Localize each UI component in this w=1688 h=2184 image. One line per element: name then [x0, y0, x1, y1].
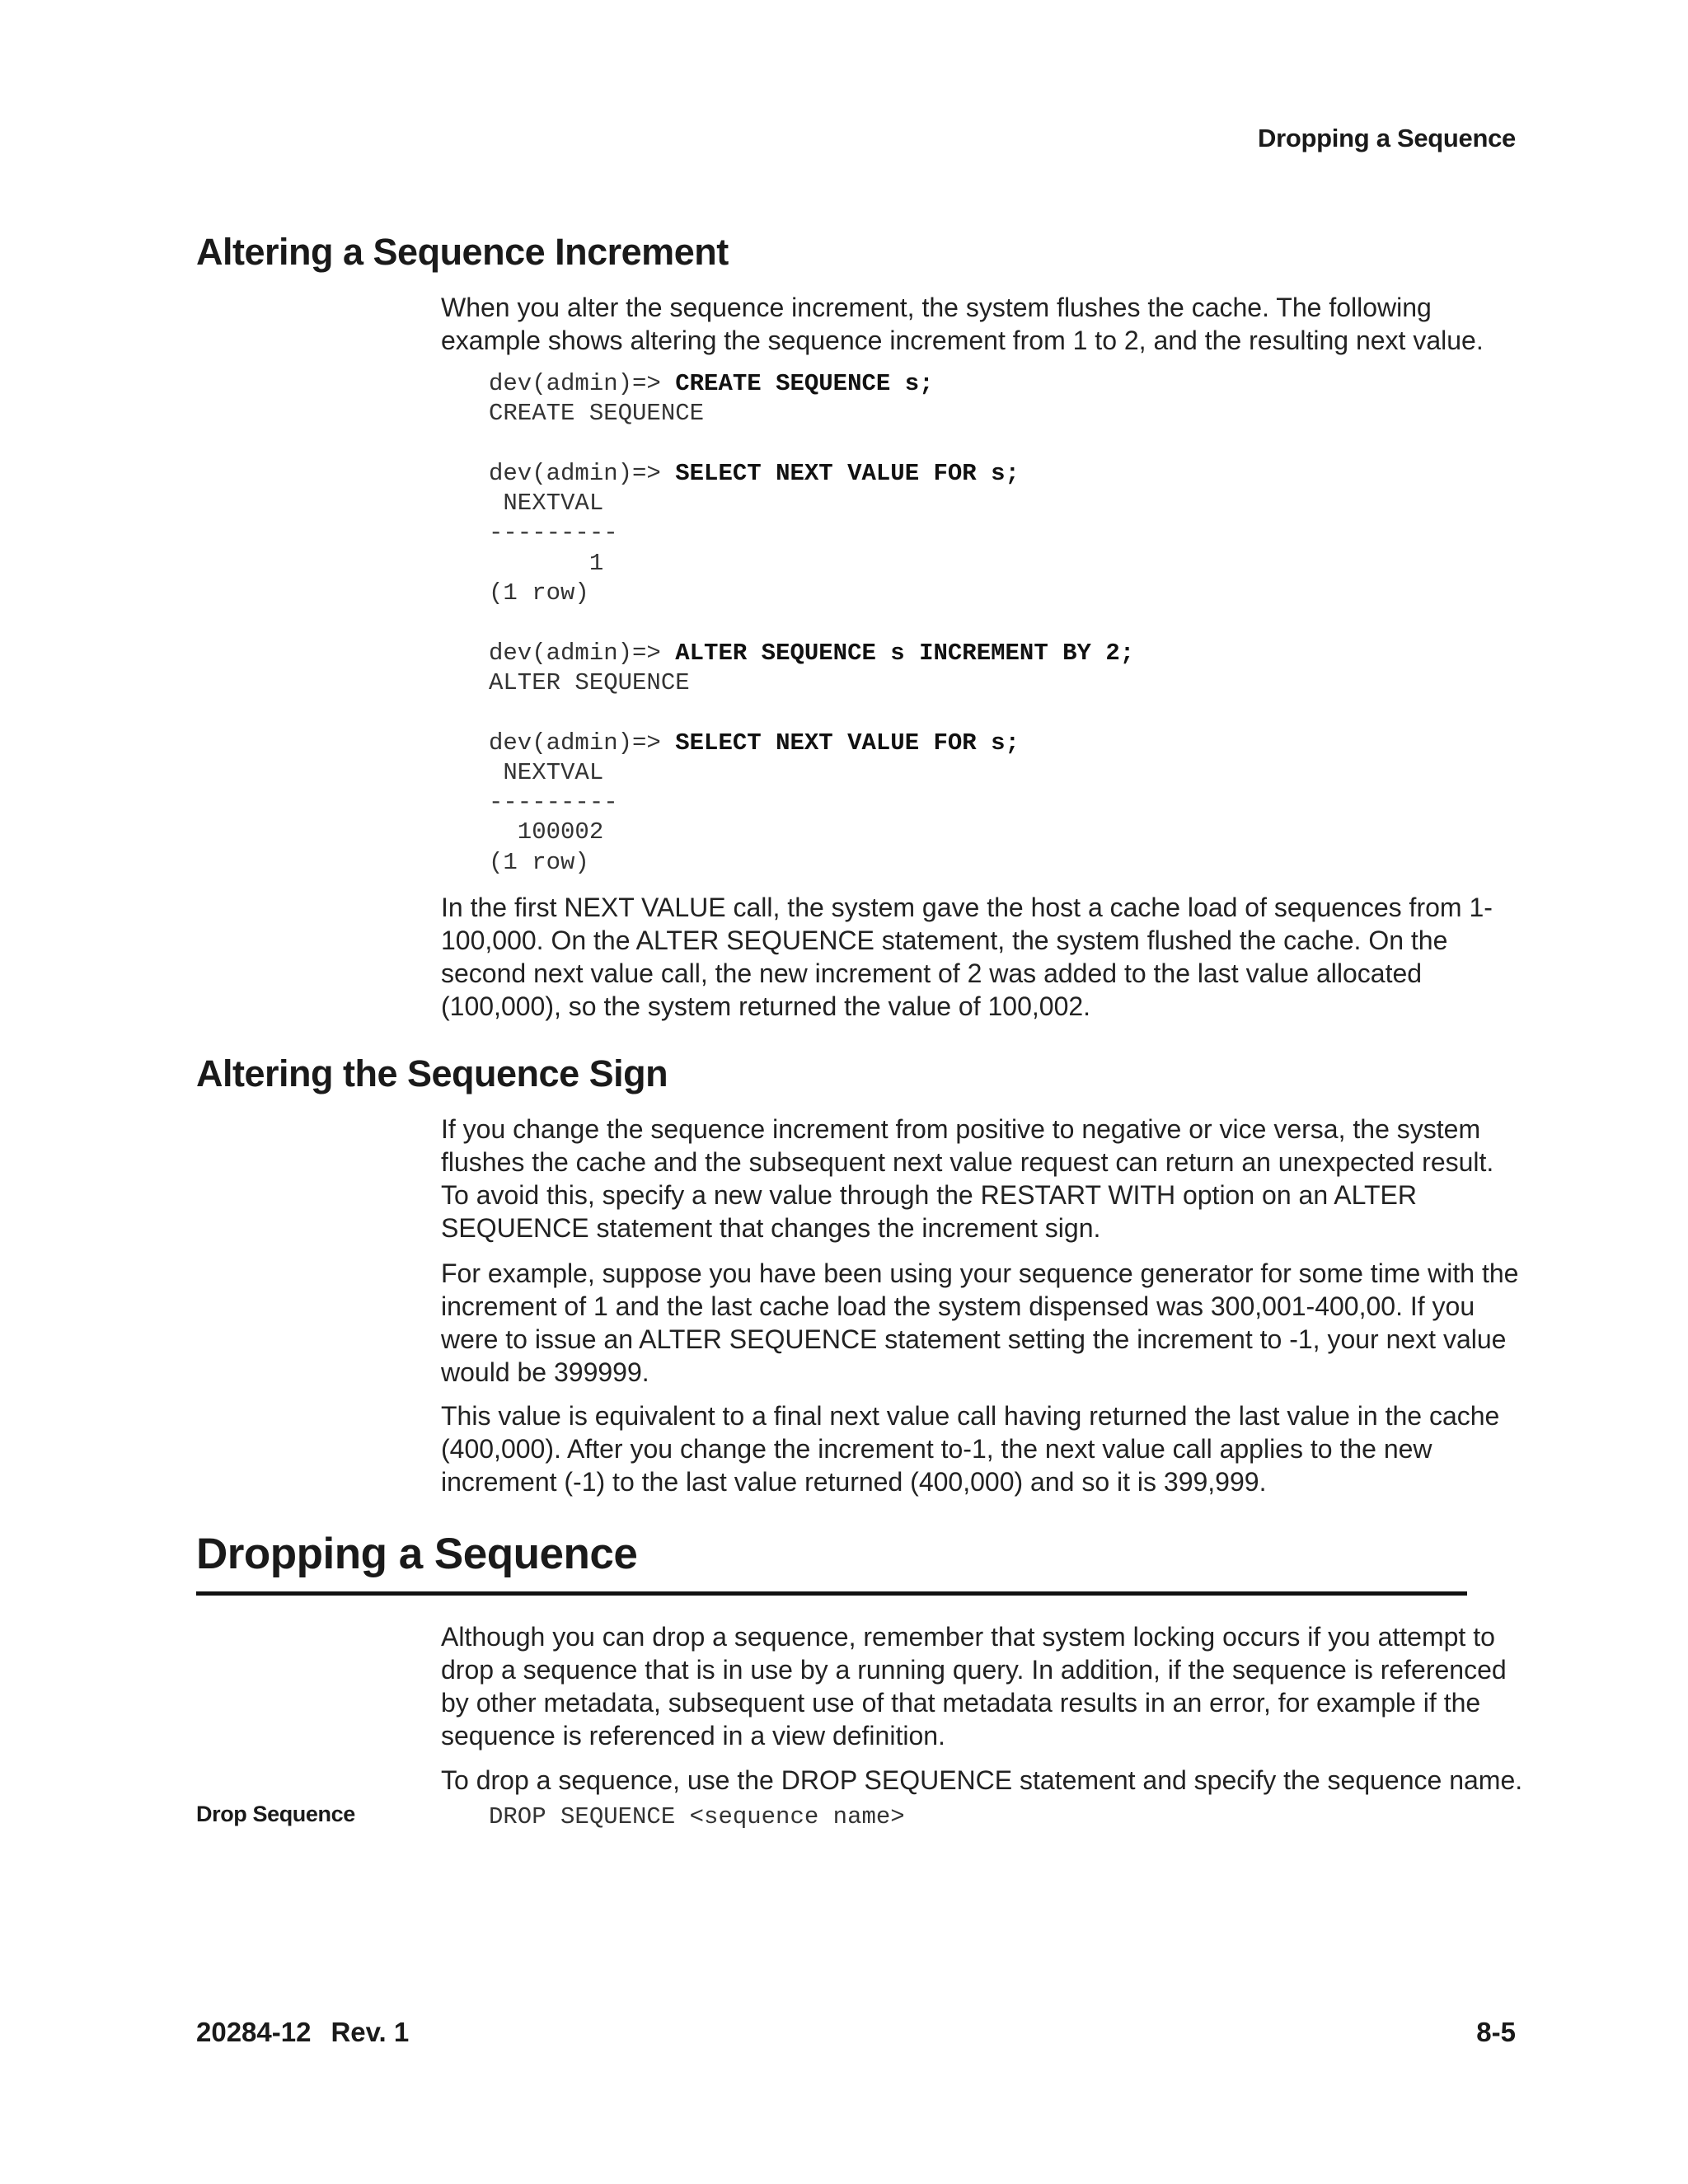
- paragraph-increment-explanation: In the first NEXT VALUE call, the system gave the host a cache load of sequences from 1-100,000. On the ALTER SEQUENCE statement, the system flushed the cache. On the second next value call, the new increment of 2 was added to the last value allocated (100,000), so the system returned the value of 100,002.: [441, 893, 1493, 1021]
- code-output-line: CREATE SEQUENCE: [489, 400, 705, 428]
- chapter-heading-dropping-sequence: Dropping a Sequence: [196, 1530, 638, 1578]
- code-output-line: NEXTVAL: [489, 490, 604, 518]
- paragraph-drop-instruction: To drop a sequence, use the DROP SEQUENCE statement and specify the sequence name.: [441, 1765, 1523, 1795]
- code-output-line: [489, 608, 1134, 638]
- code-output-line: ALTER SEQUENCE: [489, 668, 690, 696]
- footer-doc-id: [196, 2017, 409, 2048]
- paragraph-increment-intro: When you alter the sequence increment, the system flushes the cache. The following example shows altering the sequence increment from 1 to 2, and the resulting next value.: [441, 293, 1484, 355]
- code-output-line: NEXTVAL: [489, 758, 604, 786]
- paragraph-sign-example: For example, suppose you have been using your sequence generator for some time with the increment of 1 and the last cache load the system dispensed was 300,001-400,00. If you were to issue an ALTER SEQUENCE statement setting the increment to -1, your next value would be 399999.: [441, 1258, 1519, 1387]
- margin-label-drop-sequence: Drop Sequence: [196, 1802, 355, 1826]
- code-prompt: dev(admin)=>: [489, 729, 676, 757]
- section-heading-altering-sign: Altering the Sequence Sign: [196, 1052, 668, 1094]
- paragraph-sign-intro: If you change the sequence increment from positive to negative or vice versa, the system flushes the cache and the subsequent next value request can return an unexpected result. To avoid this, specify a new value through the RESTART WITH option on an ALTER SEQUENCE statement that changes the increment sign.: [441, 1114, 1494, 1243]
- code-output-line: ---------: [489, 519, 618, 547]
- code-line: [489, 729, 1134, 758]
- code-prompt: dev(admin)=>: [489, 639, 676, 667]
- footer-revision: Rev. 1: [331, 2017, 410, 2047]
- code-drop-syntax: DROP SEQUENCE <sequence name>: [489, 1803, 905, 1830]
- footer-page-number: 8-5: [1476, 2017, 1516, 2047]
- code-line: [489, 459, 1134, 489]
- footer-doc-number: 20284-12: [196, 2017, 312, 2047]
- code-command: ALTER SEQUENCE s INCREMENT BY 2;: [675, 639, 1135, 667]
- code-output-line: 100002: [489, 818, 604, 846]
- code-output-line: ---------: [489, 789, 618, 817]
- paragraph-drop-intro: Although you can drop a sequence, remember that system locking occurs if you attempt to drop a sequence that is in use by a running query. In addition, if the sequence is referenced by other metadata, subsequent use of that metadata results in an error, for example if the sequence is referenced in a view definition.: [441, 1622, 1507, 1750]
- code-output-line: 1: [489, 549, 604, 577]
- code-output-line: (1 row): [489, 579, 589, 607]
- heading-underline-rule: [196, 1591, 1467, 1596]
- code-line: [489, 639, 1134, 668]
- code-command: CREATE SEQUENCE s;: [675, 370, 934, 397]
- code-command: SELECT NEXT VALUE FOR s;: [675, 729, 1020, 757]
- code-command: SELECT NEXT VALUE FOR s;: [675, 459, 1020, 487]
- code-prompt: dev(admin)=>: [489, 459, 676, 487]
- running-header: Dropping a Sequence: [1258, 124, 1516, 152]
- code-output-line: [489, 698, 1134, 728]
- code-example-alter-increment: [489, 369, 1134, 878]
- code-prompt: dev(admin)=>: [489, 370, 676, 397]
- section-heading-altering-increment: Altering a Sequence Increment: [196, 231, 729, 273]
- code-output-line: [489, 429, 1134, 459]
- code-line: [489, 369, 1134, 399]
- code-output-line: (1 row): [489, 848, 589, 876]
- paragraph-sign-equivalence: This value is equivalent to a final next value call having returned the last value in the cache (400,000). After you change the increment to-1, the next value call applies to the new increment (-1) to the last value returned (400,000) and so it is 399,999.: [441, 1401, 1500, 1497]
